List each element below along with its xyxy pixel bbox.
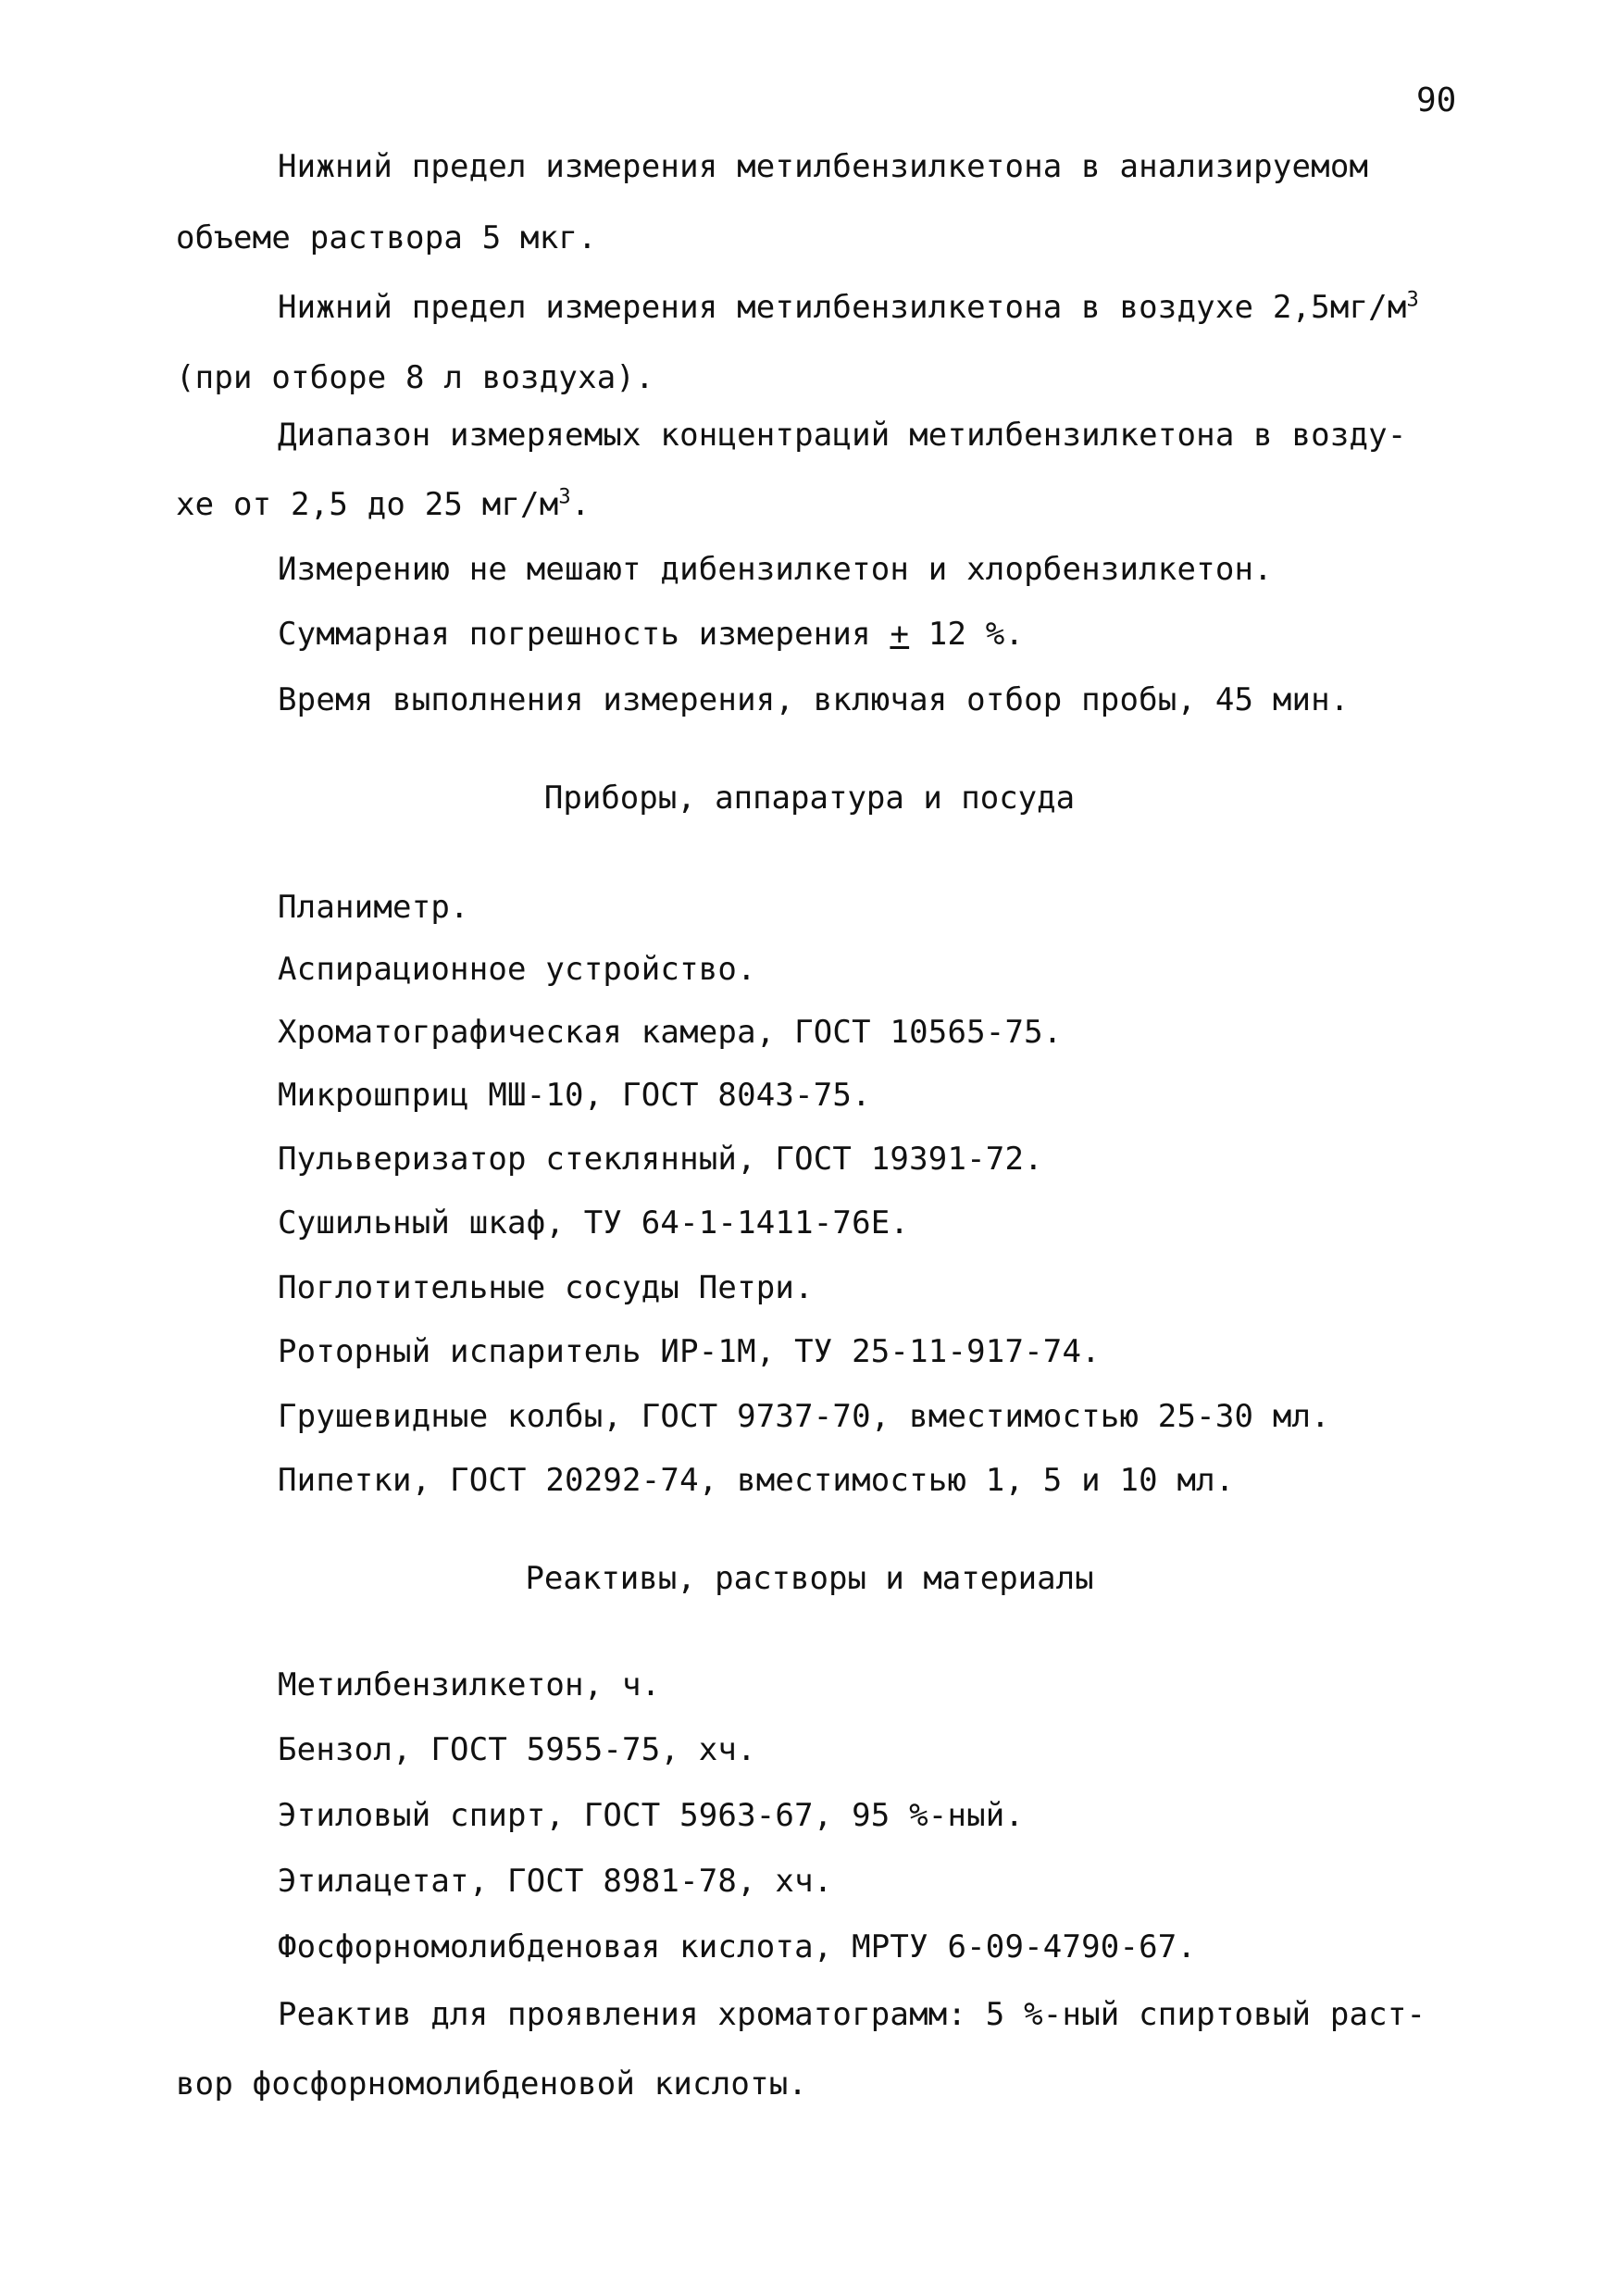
section-heading-equipment: Приборы, аппаратура и посуда: [543, 780, 1076, 817]
section-heading-reagents: Реактивы, растворы и материалы: [525, 1560, 1094, 1597]
intro-text-line: (при отборе 8 л воздуха).: [176, 359, 654, 396]
intro-text-line: [278, 616, 1024, 653]
reagent-item: Этиловый спирт, ГОСТ 5963-67, 95 %-ный.: [278, 1797, 1025, 1834]
reagent-item-continuation: вор фосфорномолибденовой кислоты.: [176, 2065, 808, 2103]
reagent-item: Бензол, ГОСТ 5955-75, хч.: [278, 1731, 756, 1768]
reagent-item: Этилацетат, ГОСТ 8981-78, хч.: [278, 1863, 833, 1900]
equipment-item: Грушевидные колбы, ГОСТ 9737-70, вместимостью 25-30 мл.: [278, 1398, 1330, 1435]
intro-text-line: объеме раствора 5 мкг.: [176, 219, 597, 256]
equipment-item: Планиметр.: [278, 889, 469, 926]
text-fragment: Суммарная погрешность измерения: [278, 616, 890, 653]
equipment-item: Пипетки, ГОСТ 20292-74, вместимостью 1, 5 и 10 мл.: [278, 1462, 1235, 1499]
equipment-item: Пульверизатор стеклянный, ГОСТ 19391-72.: [278, 1141, 1043, 1178]
equipment-item: Хроматографическая камера, ГОСТ 10565-75.: [278, 1014, 1063, 1051]
equipment-item: Роторный испаритель ИР-1М, ТУ 25-11-917-74.: [278, 1333, 1101, 1370]
intro-text-line: [176, 486, 591, 523]
reagent-item: Фосфорномолибденовая кислота, МРТУ 6-09-4790-67.: [278, 1928, 1197, 1965]
equipment-item: Аспирационное устройство.: [278, 951, 756, 988]
intro-text-line: [278, 289, 1419, 326]
superscript: 3: [558, 485, 571, 509]
text-fragment: .: [570, 486, 591, 523]
text-fragment: 12 %.: [909, 616, 1025, 653]
reagent-item: Реактив для проявления хроматограмм: 5 %-ный спиртовый раст-: [278, 1996, 1426, 2033]
intro-text-line: Нижний предел измерения метилбензилкетона в анализируемом: [278, 148, 1369, 185]
intro-text-line: Время выполнения измерения, включая отбор пробы, 45 мин.: [278, 681, 1350, 718]
intro-text-line: Измерению не мешают дибензилкетон и хлорбензилкетон.: [278, 551, 1273, 588]
equipment-item: Микрошприц МШ-10, ГОСТ 8043-75.: [278, 1077, 871, 1114]
intro-text-line: Диапазон измеряемых концентраций метилбензилкетона в возду-: [278, 417, 1407, 454]
text-fragment: хе от 2,5 до 25 мг/м: [176, 486, 559, 523]
equipment-item: Поглотительные сосуды Петри.: [278, 1269, 814, 1306]
plus-minus-sign: +: [890, 616, 910, 653]
reagent-item: Метилбензилкетон, ч.: [278, 1666, 661, 1703]
text-fragment: Нижний предел измерения метилбензилкетона в воздухе 2,5мг/м: [278, 289, 1407, 326]
page-number: 90: [1416, 81, 1457, 119]
equipment-item: Сушильный шкаф, ТУ 64-1-1411-76Е.: [278, 1204, 910, 1242]
superscript: 3: [1406, 288, 1419, 312]
